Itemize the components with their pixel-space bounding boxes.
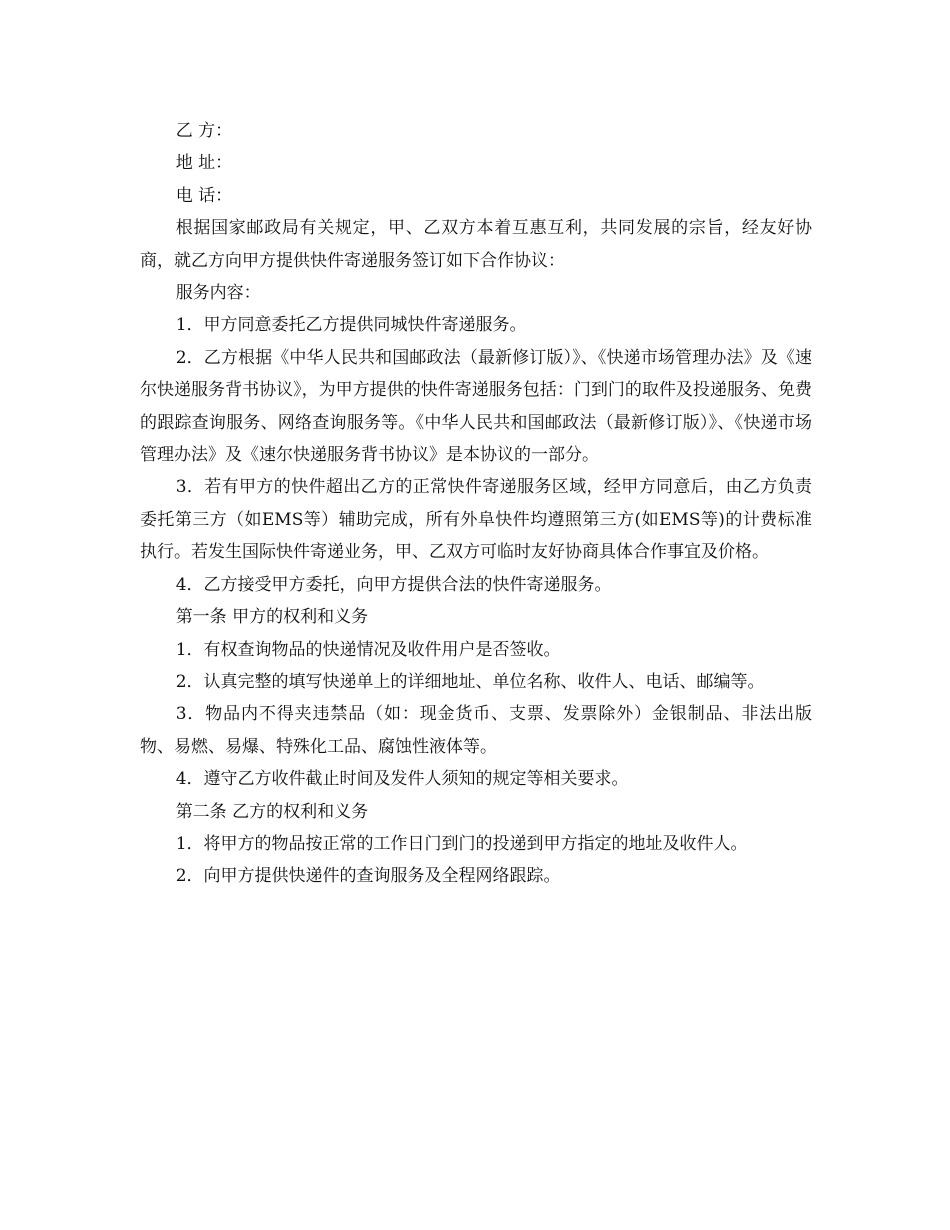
article-1-heading: 第一条 甲方的权利和义务 — [175, 607, 369, 628]
address-line: 地 址： — [175, 153, 233, 174]
article-1-item-3: 3．物品内不得夹违禁品（如：现金货币、支票、发票除外）金银制品、非法出版物、易燃、易爆、特殊化工品、腐蚀性液体等。 — [140, 704, 812, 757]
article-1-item-4: 4．遵守乙方收件截止时间及发件人须知的规定等相关要求。 — [175, 769, 629, 790]
document-body — [140, 115, 812, 893]
article-2-item-2: 2．向甲方提供快递件的查询服务及全程网络跟踪。 — [175, 866, 561, 887]
service-item-4: 4．乙方接受甲方委托，向甲方提供合法的快件寄递服务。 — [175, 574, 612, 595]
party-b-line: 乙 方： — [175, 121, 233, 141]
article-2-item-1: 1．将甲方的物品按正常的工作日门到门的投递到甲方指定的地址及收件人。 — [175, 833, 748, 854]
section-heading-service-content: 服务内容： — [175, 283, 261, 304]
preamble-paragraph: 根据国家邮政局有关规定，甲、乙双方本着互惠互利，共同发展的宗旨，经友好协商，就乙方向甲方提供快件寄递服务签订如下合作协议： — [140, 218, 812, 271]
article-2-heading: 第二条 乙方的权利和义务 — [175, 801, 369, 822]
article-1-item-2: 2．认真完整的填写快递单上的详细地址、单位名称、收件人、电话、邮编等。 — [175, 671, 765, 692]
phone-line: 电 话： — [175, 185, 233, 206]
article-1-item-1: 1．有权查询物品的快递情况及收件用户是否签收。 — [175, 639, 561, 660]
service-item-3: 3．若有甲方的快件超出乙方的正常快件寄递服务区域，经甲方同意后，由乙方负责委托第三方（如EMS等）辅助完成，所有外阜快件均遵照第三方(如EMS等)的计费标准执行。若发生国际快件寄递业务，甲、乙双方可临时友好协商具体合作事宜及价格。 — [140, 477, 812, 563]
service-item-2: 2．乙方根据《中华人民共和国邮政法（最新修订版）》、《快递市场管理办法》及《速尔快递服务背书协议》，为甲方提供的快件寄递服务包括：门到门的取件及投递服务、免费的跟踪查询服务、网络查询服务等。《中华人民共和国邮政法（最新修订版）》、《快递市场管理办法》及《速尔快递服务背书协议》是本协议的一部分。 — [140, 347, 812, 466]
service-item-1: 1．甲方同意委托乙方提供同城快件寄递服务。 — [175, 315, 527, 336]
